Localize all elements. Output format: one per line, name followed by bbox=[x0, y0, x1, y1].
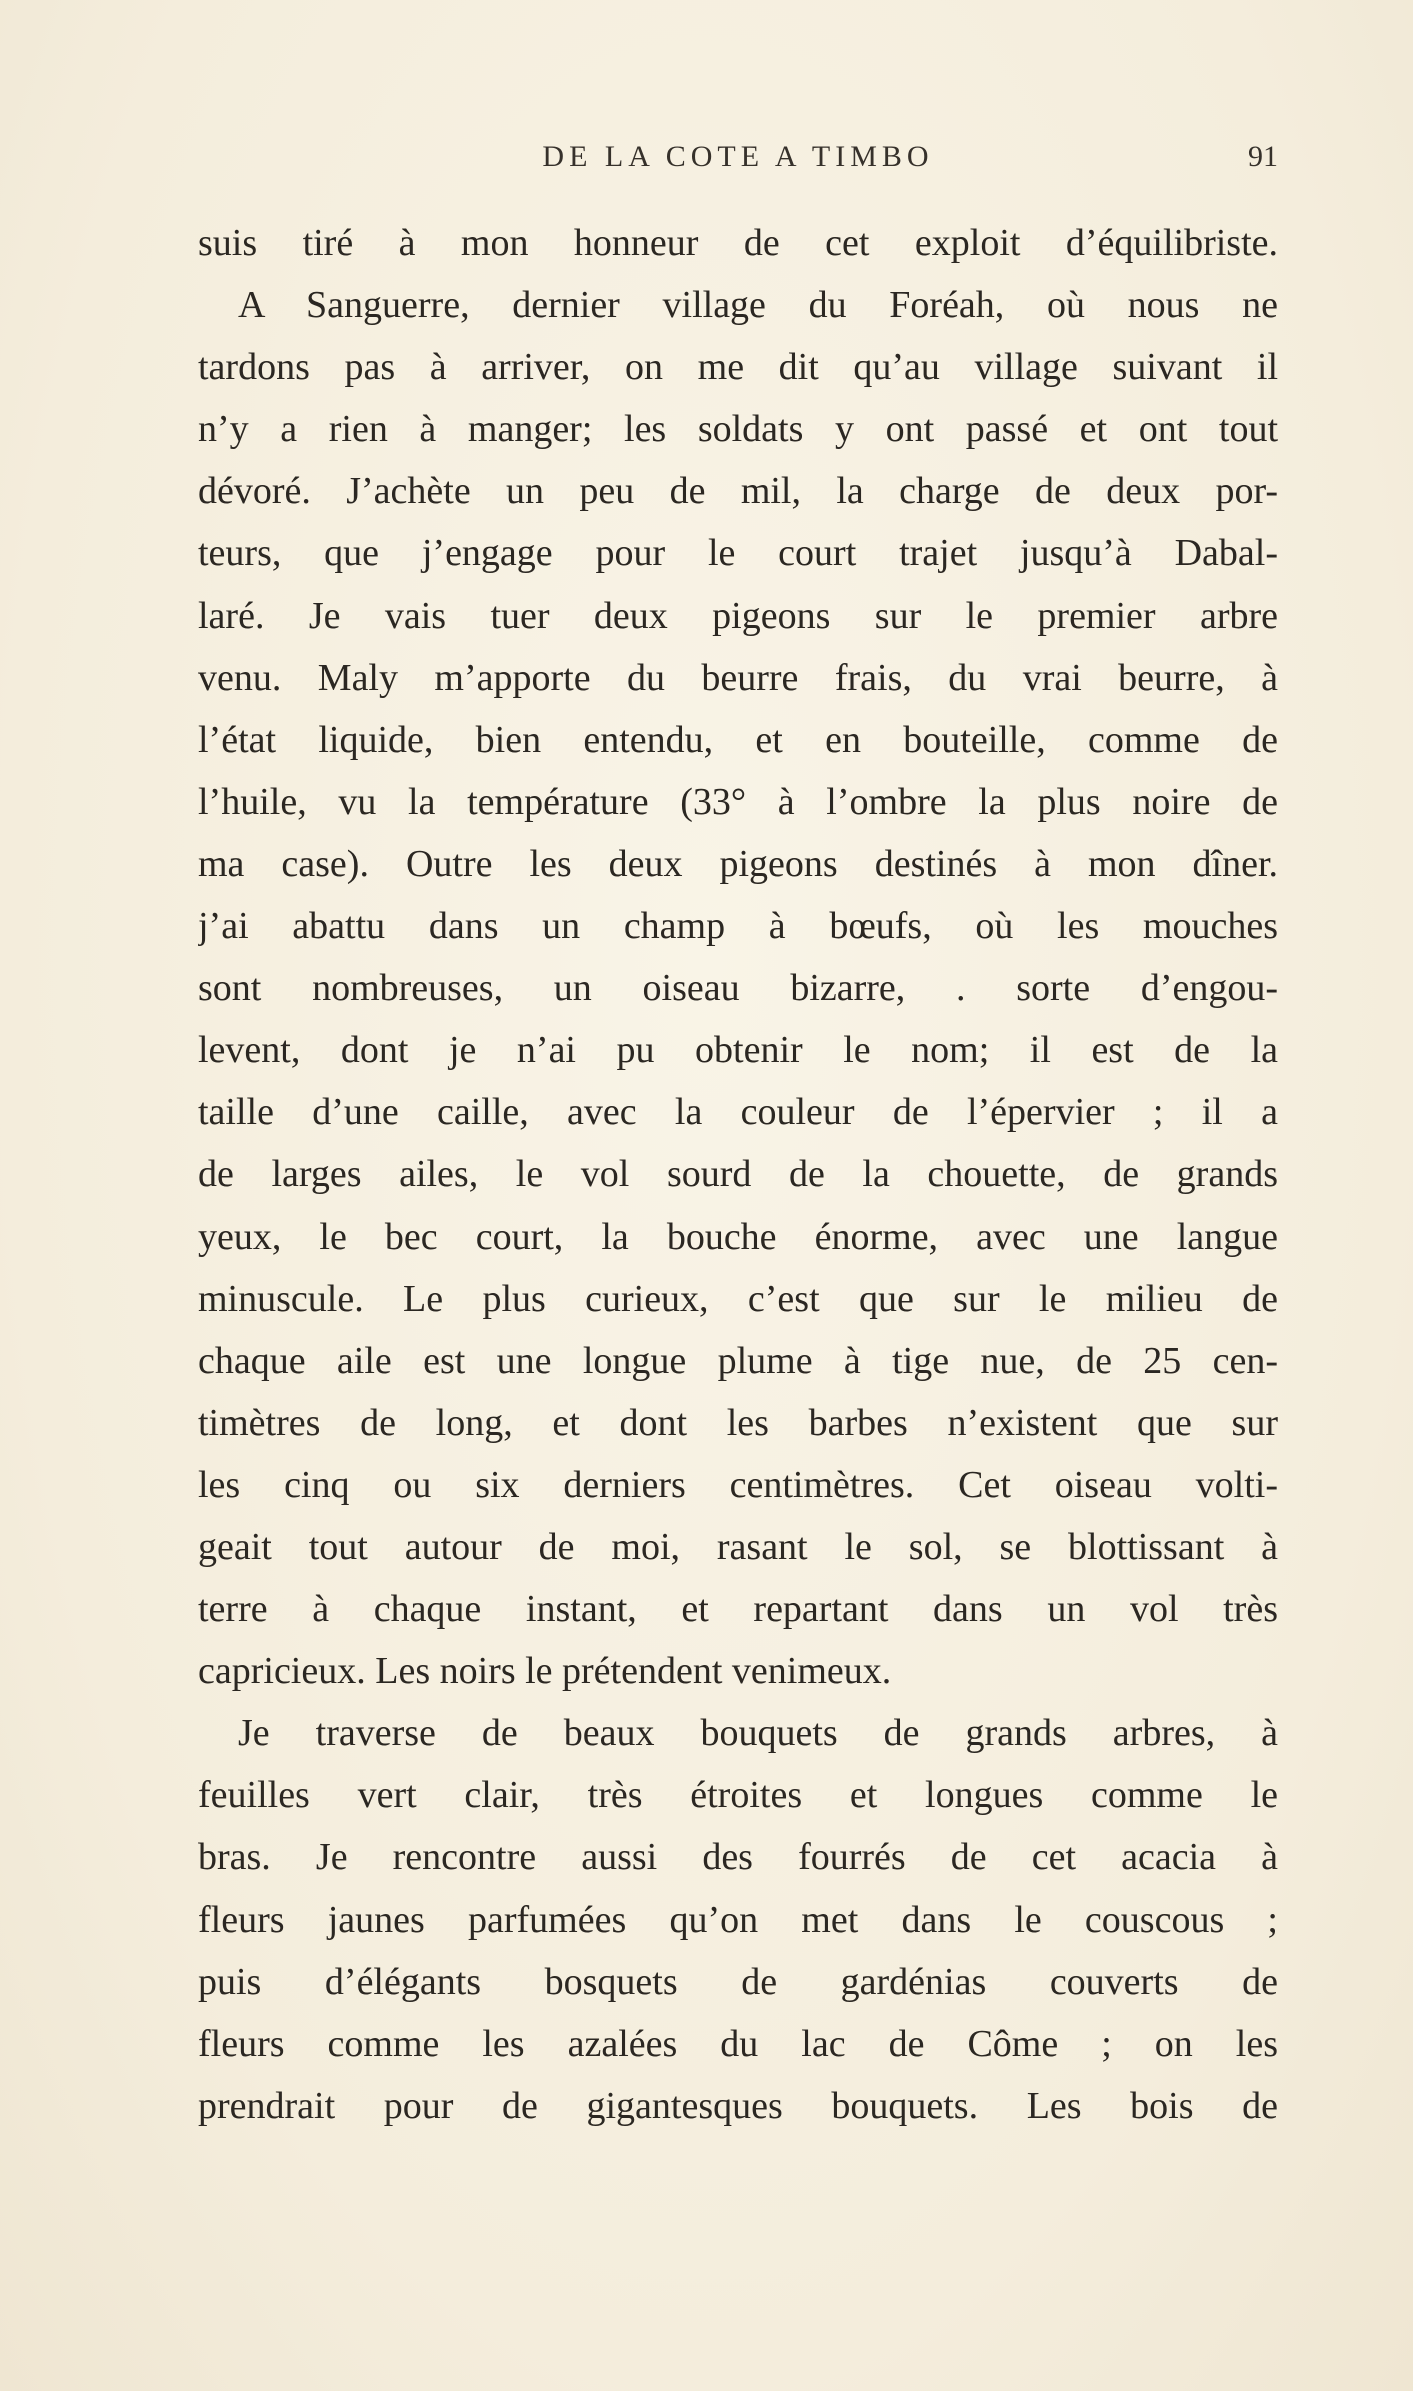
text-line: l’état liquide, bien entendu, et en bouteille, comme de bbox=[198, 718, 1278, 761]
text-line: fleurs comme les azalées du lac de Côme ; on les bbox=[198, 2022, 1278, 2065]
text-line: prendrait pour de gigantesques bouquets. Les bois de bbox=[198, 2084, 1278, 2127]
text-line: levent, dont je n’ai pu obtenir le nom; il est de la bbox=[198, 1029, 1278, 1072]
text-line: fleurs jaunes parfumées qu’on met dans le couscous ; bbox=[198, 1898, 1278, 1941]
text-line: timètres de long, et dont les barbes n’existent que sur bbox=[198, 1401, 1278, 1444]
text-line: puis d’élégants bosquets de gardénias couverts de bbox=[198, 1960, 1278, 2003]
text-line: dévoré. J’achète un peu de mil, la charge de deux por- bbox=[198, 470, 1278, 513]
text-line: tardons pas à arriver, on me dit qu’au village suivant il bbox=[198, 346, 1278, 389]
body-text bbox=[198, 212, 1278, 2137]
text-line: feuilles vert clair, très étroites et longues comme le bbox=[198, 1774, 1278, 1817]
text-line: teurs, que j’engage pour le court trajet jusqu’à Dabal- bbox=[198, 532, 1278, 575]
text-line: Je traverse de beaux bouquets de grands arbres, à bbox=[238, 1712, 1278, 1755]
text-line: venu. Maly m’apporte du beurre frais, du vrai beurre, à bbox=[198, 656, 1278, 699]
running-title: DE LA COTE A TIMBO bbox=[542, 140, 934, 173]
text-line: j’ai abattu dans un champ à bœufs, où les mouches bbox=[198, 905, 1278, 948]
text-line: de larges ailes, le vol sourd de la chouette, de grands bbox=[198, 1153, 1278, 1196]
text-line: geait tout autour de moi, rasant le sol, se blottissant à bbox=[198, 1525, 1278, 1568]
text-line: bras. Je rencontre aussi des fourrés de cet acacia à bbox=[198, 1836, 1278, 1879]
page-header bbox=[198, 140, 1278, 180]
text-line: capricieux. Les noirs le prétendent venimeux. bbox=[198, 1650, 892, 1693]
text-line: suis tiré à mon honneur de cet exploit d’équilibriste. bbox=[198, 222, 1278, 264]
text-line: laré. Je vais tuer deux pigeons sur le premier arbre bbox=[198, 594, 1278, 637]
text-line: minuscule. Le plus curieux, c’est que sur le milieu de bbox=[198, 1277, 1278, 1320]
page-number: 91 bbox=[1248, 140, 1278, 173]
text-line: terre à chaque instant, et repartant dans un vol très bbox=[198, 1588, 1278, 1631]
text-line: l’huile, vu la température (33° à l’ombre la plus noire de bbox=[198, 780, 1278, 823]
text-line: taille d’une caille, avec la couleur de l’épervier ; il a bbox=[198, 1091, 1278, 1134]
text-line: n’y a rien à manger; les soldats y ont passé et ont tout bbox=[198, 408, 1278, 451]
text-line: chaque aile est une longue plume à tige nue, de 25 cen- bbox=[198, 1339, 1278, 1382]
text-line: yeux, le bec court, la bouche énorme, avec une langue bbox=[198, 1215, 1278, 1258]
text-line: les cinq ou six derniers centimètres. Cet oiseau volti- bbox=[198, 1463, 1278, 1506]
text-line: sont nombreuses, un oiseau bizarre, . sorte d’engou- bbox=[198, 967, 1278, 1010]
text-line: A Sanguerre, dernier village du Foréah, où nous ne bbox=[238, 284, 1278, 327]
text-line: ma case). Outre les deux pigeons destinés à mon dîner. bbox=[198, 842, 1278, 885]
